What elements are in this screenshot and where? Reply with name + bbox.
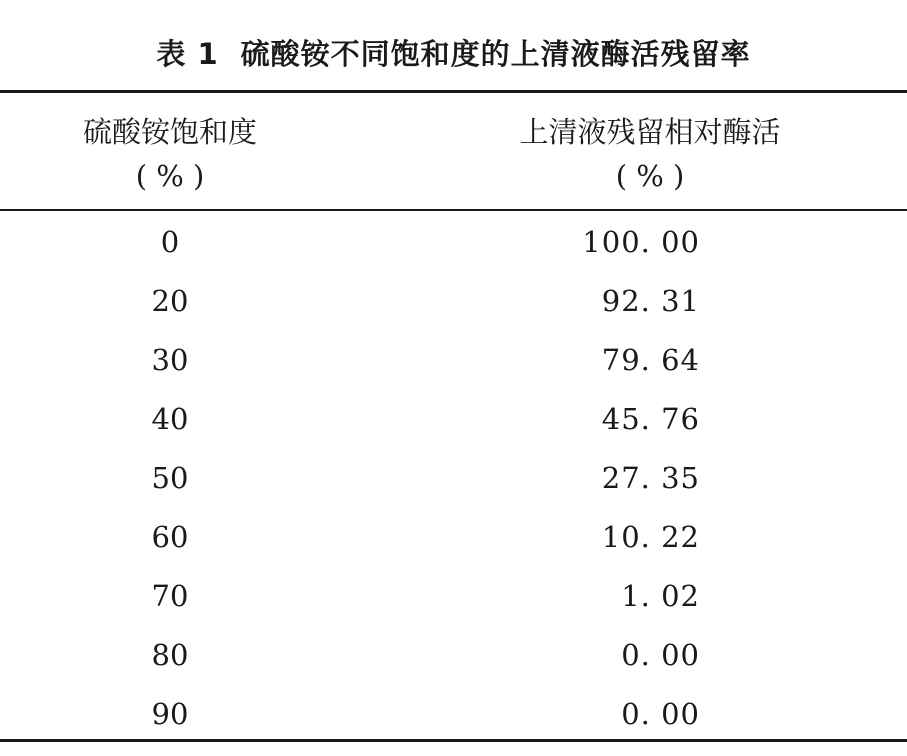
- column-header-activity: [450, 110, 850, 198]
- saturation-cell: 90: [151, 697, 189, 731]
- table-number: 表 1: [156, 37, 219, 71]
- table-row: [0, 389, 907, 448]
- saturation-cell: 80: [151, 638, 189, 672]
- column-header-saturation-label: 硫酸铵饱和度: [82, 115, 257, 149]
- activity-cell: 0. 00: [621, 638, 700, 672]
- table-caption: [0, 32, 907, 73]
- table-row: [0, 330, 907, 389]
- column-header-saturation: [20, 110, 320, 198]
- table-row: [0, 566, 907, 625]
- saturation-cell: 20: [151, 284, 189, 318]
- top-rule: [0, 90, 907, 93]
- activity-cell: 45. 76: [601, 402, 700, 436]
- header-rule: [0, 209, 907, 211]
- table-title: 硫酸铵不同饱和度的上清液酶活残留率: [240, 37, 751, 71]
- saturation-cell: 50: [151, 461, 189, 495]
- activity-cell: 100. 00: [582, 225, 700, 259]
- table-row: [0, 684, 907, 743]
- activity-cell: 10. 22: [601, 520, 700, 554]
- table-row: [0, 625, 907, 684]
- activity-cell: 79. 64: [601, 343, 700, 377]
- table-row: [0, 507, 907, 566]
- saturation-cell: 70: [151, 579, 189, 613]
- table-row: [0, 212, 907, 271]
- saturation-cell: 30: [151, 343, 189, 377]
- column-header-saturation-unit: ( % ): [135, 159, 205, 193]
- saturation-cell: 40: [151, 402, 189, 436]
- saturation-cell: 0: [160, 225, 180, 259]
- bottom-rule: [0, 739, 907, 742]
- column-header-activity-unit: ( % ): [615, 159, 685, 193]
- saturation-cell: 60: [151, 520, 189, 554]
- activity-cell: 0. 00: [621, 697, 700, 731]
- table-row: [0, 448, 907, 507]
- table-body: [0, 212, 907, 743]
- column-header-activity-label: 上清液残留相对酶活: [519, 115, 781, 149]
- activity-cell: 1. 02: [621, 579, 700, 613]
- activity-cell: 27. 35: [601, 461, 700, 495]
- activity-cell: 92. 31: [601, 284, 700, 318]
- table-row: [0, 271, 907, 330]
